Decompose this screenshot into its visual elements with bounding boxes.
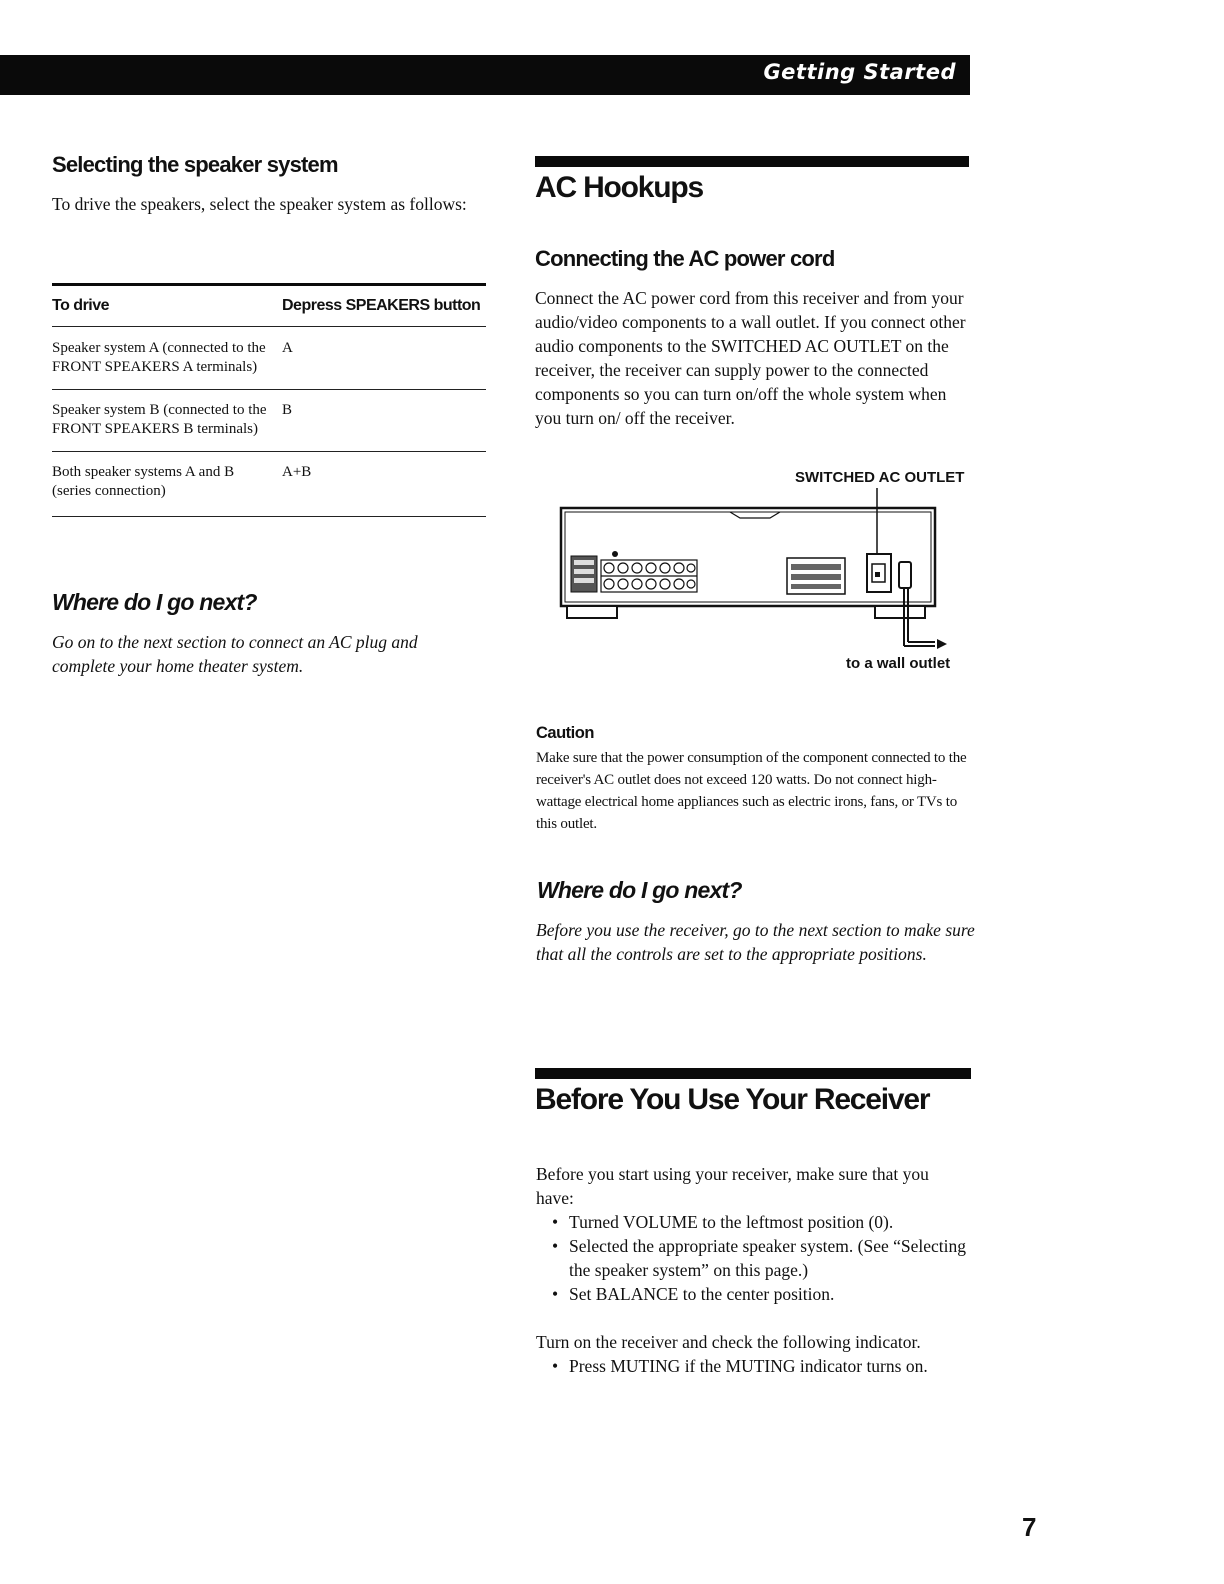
switched-outlet-label: SWITCHED AC OUTLET <box>795 469 965 486</box>
before-list <box>552 1210 972 1306</box>
left-next-body: Go on to the next section to connect an AC plug and complete your home theater system. <box>52 632 418 676</box>
ac-hookups-title: AC Hookups <box>535 171 704 204</box>
right-next-heading: Where do I go next? <box>537 877 742 903</box>
right-next-body: Before you use the receiver, go to the next section to make sure that all the controls are set to the appropriate positions. <box>536 920 975 964</box>
speaker-intro: To drive the speakers, select the speaker system as follows: <box>52 194 467 214</box>
check-intro: Turn on the receiver and check the following indicator. <box>536 1332 921 1352</box>
row-drive: Both speaker systems A and B (series connection) <box>52 464 235 499</box>
arrow-icon <box>937 639 947 649</box>
caution-heading: Caution <box>536 724 594 742</box>
before-intro: Before you start using your receiver, make sure that you have: <box>536 1164 929 1208</box>
left-next-heading: Where do I go next? <box>52 589 257 615</box>
col-header-button: Depress SPEAKERS button <box>282 297 481 314</box>
col-header-drive: To drive <box>52 297 110 314</box>
ac-title-rule <box>535 156 969 167</box>
caution-body: Make sure that the power consumption of the component connected to the receiver's AC outlet does not exceed 120 watts. Do not connect high-wattage electrical home appliances such as electric irons, fans, or TVs to this outlet. <box>536 750 967 832</box>
page-number: 7 <box>1022 1512 1037 1542</box>
before-title: Before You Use Your Receiver <box>535 1083 930 1116</box>
table-row <box>52 327 486 390</box>
cord-body: Connect the AC power cord from this receiver and from your audio/video components to a wall outlet. If you connect other audio components to the SWITCHED AC OUTLET on the receiver, the receiver can supply power to the connected components so you can turn on/off the whole system when you turn on/ off the receiver. <box>535 288 966 428</box>
before-title-rule <box>535 1068 971 1079</box>
list-item: • Selected the appropriate speaker system. (See “Selecting the speaker system” on this page.) <box>552 1234 972 1282</box>
wall-outlet-label: to a wall outlet <box>846 655 951 672</box>
speaker-heading: Selecting the speaker system <box>52 152 338 177</box>
table-row <box>52 452 486 517</box>
list-item: • Set BALANCE to the center position. <box>552 1282 972 1306</box>
table-header <box>52 286 486 327</box>
list-item: • Press MUTING if the MUTING indicator turns on. <box>552 1354 982 1378</box>
row-drive: Speaker system B (connected to the FRONT SPEAKERS B terminals) <box>52 402 267 437</box>
section-title: Getting Started <box>763 60 956 84</box>
speaker-terminals <box>601 560 697 592</box>
row-drive: Speaker system A (connected to the FRONT SPEAKERS A terminals) <box>52 340 266 375</box>
list-item: • Turned VOLUME to the leftmost position (0). <box>552 1210 972 1234</box>
table-row <box>52 390 486 452</box>
row-button: B <box>282 402 293 418</box>
receiver-rear-panel-diagram <box>555 488 965 658</box>
row-button: A+B <box>282 464 312 480</box>
speaker-table <box>52 283 486 517</box>
check-list <box>552 1354 982 1378</box>
row-button: A <box>282 340 293 356</box>
section-header-bar <box>0 55 970 95</box>
cord-heading: Connecting the AC power cord <box>535 246 835 271</box>
